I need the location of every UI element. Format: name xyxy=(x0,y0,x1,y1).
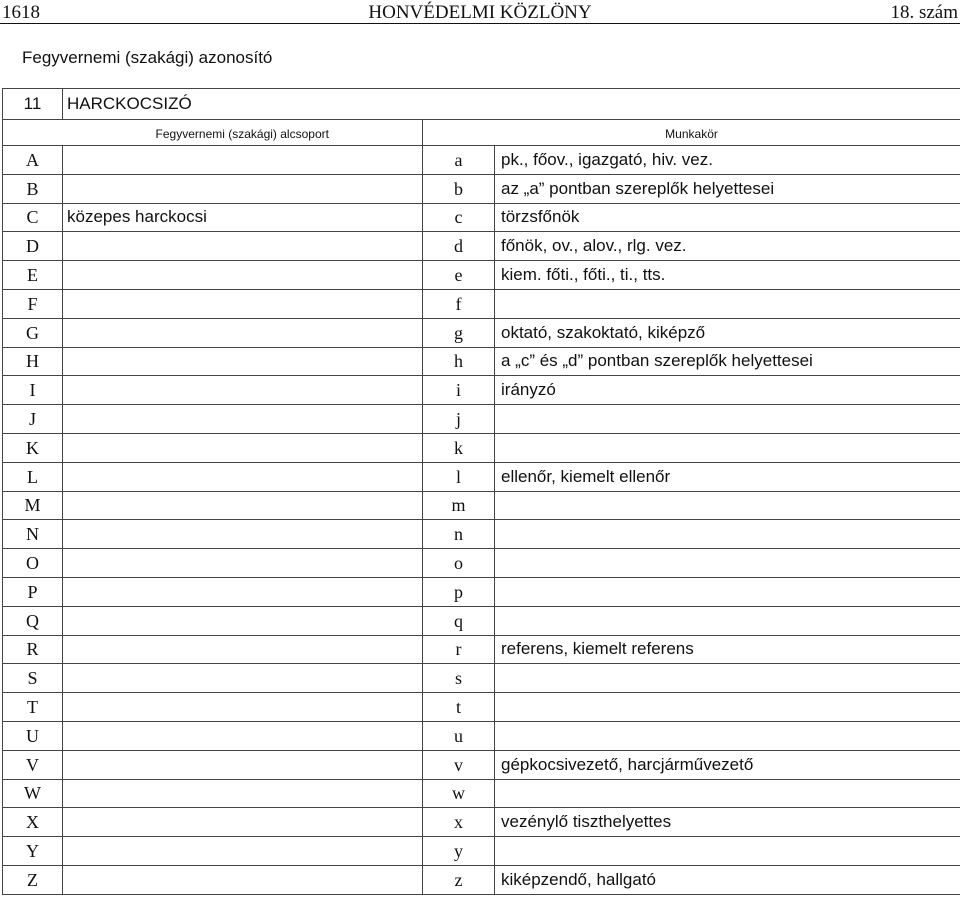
row-letter: w xyxy=(423,779,495,808)
row-code: K xyxy=(3,433,63,462)
row-subgroup xyxy=(63,376,423,405)
row-code: T xyxy=(3,693,63,722)
row-role xyxy=(495,693,960,722)
row-role xyxy=(495,520,960,549)
row-code: O xyxy=(3,549,63,578)
row-letter: g xyxy=(423,318,495,347)
row-code: E xyxy=(3,261,63,290)
row-role xyxy=(495,289,960,318)
row-subgroup xyxy=(63,693,423,722)
row-subgroup xyxy=(63,779,423,808)
row-code: D xyxy=(3,232,63,261)
table-row xyxy=(3,347,960,376)
row-code: I xyxy=(3,376,63,405)
row-letter: e xyxy=(423,261,495,290)
row-subgroup xyxy=(63,405,423,434)
row-code: Y xyxy=(3,837,63,866)
section-title: Fegyvernemi (szakági) azonosító xyxy=(22,48,273,67)
table-row xyxy=(3,750,960,779)
row-code: Z xyxy=(3,865,63,894)
table-row xyxy=(3,232,960,261)
table-row xyxy=(3,318,960,347)
row-code: B xyxy=(3,174,63,203)
classification-table xyxy=(2,88,960,895)
row-role: gépkocsivezető, harcjárművezető xyxy=(495,750,960,779)
row-role xyxy=(495,664,960,693)
table-row xyxy=(3,635,960,664)
row-letter: n xyxy=(423,520,495,549)
row-subgroup xyxy=(63,635,423,664)
table-row xyxy=(3,462,960,491)
row-subgroup xyxy=(63,347,423,376)
row-subgroup xyxy=(63,462,423,491)
row-code: H xyxy=(3,347,63,376)
table-row xyxy=(3,174,960,203)
row-subgroup xyxy=(63,146,423,175)
row-subgroup xyxy=(63,808,423,837)
table-row xyxy=(3,520,960,549)
row-code: M xyxy=(3,491,63,520)
page-number: 1618 xyxy=(2,2,40,23)
row-letter: d xyxy=(423,232,495,261)
page-header xyxy=(0,0,960,24)
row-role: irányzó xyxy=(495,376,960,405)
row-role xyxy=(495,577,960,606)
row-subgroup xyxy=(63,865,423,894)
row-role: vezénylő tiszthelyettes xyxy=(495,808,960,837)
row-letter: s xyxy=(423,664,495,693)
row-letter: i xyxy=(423,376,495,405)
table-row xyxy=(3,549,960,578)
row-role: törzsfőnök xyxy=(495,203,960,232)
row-code: Q xyxy=(3,606,63,635)
table-row xyxy=(3,577,960,606)
row-code: R xyxy=(3,635,63,664)
row-letter: f xyxy=(423,289,495,318)
column-header-row xyxy=(3,120,960,146)
table-row xyxy=(3,808,960,837)
table-row xyxy=(3,664,960,693)
row-letter: j xyxy=(423,405,495,434)
row-letter: u xyxy=(423,721,495,750)
row-role: kiem. főti., főti., ti., tts. xyxy=(495,261,960,290)
row-letter: q xyxy=(423,606,495,635)
group-row xyxy=(3,89,960,120)
column-header-role: Munkakör xyxy=(423,120,960,146)
row-code: X xyxy=(3,808,63,837)
table-row xyxy=(3,203,960,232)
table-row xyxy=(3,289,960,318)
row-subgroup xyxy=(63,750,423,779)
journal-title: HONVÉDELMI KÖZLÖNY xyxy=(368,2,592,23)
row-code: P xyxy=(3,577,63,606)
row-code: U xyxy=(3,721,63,750)
row-subgroup xyxy=(63,520,423,549)
row-letter: y xyxy=(423,837,495,866)
row-code: F xyxy=(3,289,63,318)
row-code: N xyxy=(3,520,63,549)
issue-number: 18. szám xyxy=(890,2,958,23)
row-subgroup xyxy=(63,232,423,261)
row-role: főnök, ov., alov., rlg. vez. xyxy=(495,232,960,261)
row-code: A xyxy=(3,146,63,175)
row-letter: z xyxy=(423,865,495,894)
row-role: a „c” és „d” pontban szereplők helyettesei xyxy=(495,347,960,376)
row-letter: r xyxy=(423,635,495,664)
table-row xyxy=(3,261,960,290)
row-subgroup xyxy=(63,433,423,462)
row-letter: c xyxy=(423,203,495,232)
row-role: kiképzendő, hallgató xyxy=(495,865,960,894)
table-row xyxy=(3,491,960,520)
row-role xyxy=(495,779,960,808)
row-subgroup xyxy=(63,289,423,318)
row-role: pk., főov., igazgató, hiv. vez. xyxy=(495,146,960,175)
row-letter: p xyxy=(423,577,495,606)
table-row xyxy=(3,779,960,808)
row-role xyxy=(495,433,960,462)
table-body xyxy=(3,89,960,895)
table-row xyxy=(3,693,960,722)
row-role xyxy=(495,549,960,578)
group-name: HARCKOCSIZÓ xyxy=(63,89,960,120)
table-row xyxy=(3,146,960,175)
column-header-spacer xyxy=(3,120,63,146)
row-role: ellenőr, kiemelt ellenőr xyxy=(495,462,960,491)
row-letter: x xyxy=(423,808,495,837)
row-letter: k xyxy=(423,433,495,462)
row-letter: b xyxy=(423,174,495,203)
row-role xyxy=(495,837,960,866)
row-code: G xyxy=(3,318,63,347)
row-subgroup xyxy=(63,577,423,606)
group-code: 11 xyxy=(3,89,63,120)
row-subgroup xyxy=(63,318,423,347)
row-letter: v xyxy=(423,750,495,779)
table-row xyxy=(3,405,960,434)
row-letter: m xyxy=(423,491,495,520)
table-row xyxy=(3,721,960,750)
row-letter: l xyxy=(423,462,495,491)
row-code: W xyxy=(3,779,63,808)
table-row xyxy=(3,837,960,866)
row-letter: t xyxy=(423,693,495,722)
table-row xyxy=(3,865,960,894)
row-code: S xyxy=(3,664,63,693)
row-subgroup xyxy=(63,491,423,520)
row-letter: o xyxy=(423,549,495,578)
row-code: C xyxy=(3,203,63,232)
row-code: J xyxy=(3,405,63,434)
row-role xyxy=(495,405,960,434)
row-subgroup xyxy=(63,721,423,750)
row-role: az „a” pontban szereplők helyettesei xyxy=(495,174,960,203)
column-header-subgroup: Fegyvernemi (szakági) alcsoport xyxy=(63,120,423,146)
row-role xyxy=(495,491,960,520)
row-code: L xyxy=(3,462,63,491)
row-subgroup xyxy=(63,606,423,635)
row-role xyxy=(495,721,960,750)
row-subgroup xyxy=(63,837,423,866)
row-subgroup xyxy=(63,174,423,203)
row-subgroup: közepes harckocsi xyxy=(63,203,423,232)
row-letter: h xyxy=(423,347,495,376)
row-letter: a xyxy=(423,146,495,175)
row-subgroup xyxy=(63,261,423,290)
header-rule xyxy=(0,23,960,24)
row-role xyxy=(495,606,960,635)
row-subgroup xyxy=(63,549,423,578)
row-role: oktató, szakoktató, kiképző xyxy=(495,318,960,347)
table-row xyxy=(3,433,960,462)
row-code: V xyxy=(3,750,63,779)
table-row xyxy=(3,376,960,405)
table-row xyxy=(3,606,960,635)
row-subgroup xyxy=(63,664,423,693)
row-role: referens, kiemelt referens xyxy=(495,635,960,664)
